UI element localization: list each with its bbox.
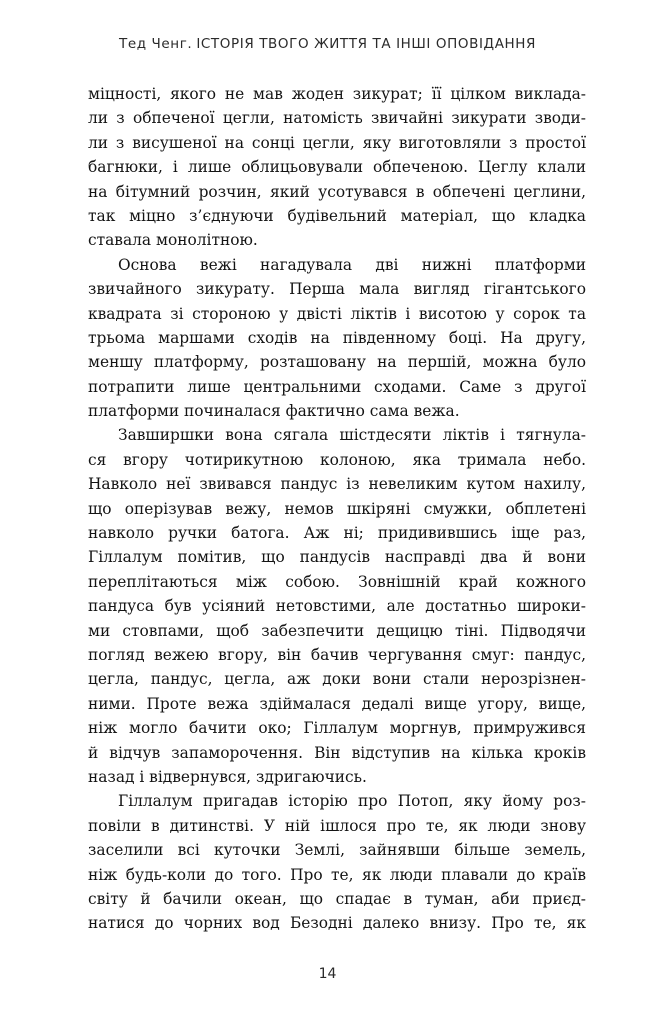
text-line: Гіллалум помітив, що пандусів насправді два й вони — [88, 548, 586, 567]
text-line: багнюки, і лише облицьовували обпеченою. Цеглу клали — [88, 158, 586, 177]
header-book-title: ІСТОРІЯ ТВОГО ЖИТТЯ ТА ІНШІ ОПОВІДАННЯ — [196, 36, 537, 52]
text-line: платформи починалася фактично сама вежа. — [88, 402, 460, 421]
page-number: 14 — [318, 966, 337, 982]
text-line: ми стовпами, щоб забезпечити дещицю тіні. Підводячи — [88, 621, 586, 640]
text-line: цегла, пандус, цегла, аж доки вони стали нерозрізнен- — [88, 670, 586, 689]
paragraph — [88, 253, 586, 424]
text-line: Навколо неї звивався пандус із невеликим кутом нахилу, — [88, 475, 586, 494]
text-line: трьома маршами сходів на південному боці. На другу, — [88, 328, 586, 347]
text-line: ли з обпеченої цегли, натомість звичайні зикурати зводи- — [88, 109, 586, 128]
text-line: міцності, якого не мав жоден зикурат; її цілком виклада- — [88, 85, 586, 103]
text-line: навколо ручки батога. Аж ні; придивившись іще раз, — [88, 524, 586, 543]
text-line: світу й бачили океан, що спадає в туман, аби приєд- — [88, 889, 586, 908]
text-line: ставала монолітною. — [88, 231, 258, 250]
text-line: Завширшки вона сягала шістдесяти ліктів і тягнула- — [118, 426, 586, 445]
paragraph — [88, 423, 586, 789]
text-line: квадрата зі стороною у двісті ліктів і висотою у сорок та — [88, 304, 586, 323]
text-line: звичайного зикурату. Перша мала вигляд гігантського — [88, 280, 586, 299]
text-line: ли з висушеної на сонці цегли, яку виготовляли з простої — [88, 133, 586, 152]
header-author: Тед Ченг. — [118, 36, 193, 52]
text-line: ся вгору чотирикутною колоною, яка тримала небо. — [88, 450, 586, 469]
paragraph — [88, 789, 586, 935]
text-line: Гіллалум пригадав історію про Потоп, яку йому роз- — [118, 792, 586, 811]
text-line: переплітаються між собою. Зовнішній край кожного — [88, 572, 586, 591]
paragraph — [88, 82, 586, 253]
text-line: ніж будь-коли до того. Про те, як люди плавали до країв — [88, 865, 586, 884]
text-line: потрапити лише центральними сходами. Саме з другої — [88, 377, 586, 396]
text-line: на бітумний розчин, який усотувався в обпечені цеглини, — [88, 182, 586, 201]
running-header — [0, 36, 655, 52]
text-line: ними. Проте вежа здіймалася дедалі вище угору, вище, — [88, 694, 586, 713]
text-line: що оперізував вежу, немов шкіряні смужки, обплетені — [88, 499, 586, 518]
text-line: повіли в дитинстві. У ній ішлося про те, як люди знову — [88, 816, 586, 835]
text-line: ніж могло бачити око; Гіллалум моргнув, примружився — [88, 719, 586, 738]
text-line: меншу платформу, розташовану на першій, можна було — [88, 353, 586, 372]
text-line: й відчув запаморочення. Він відступив на кілька кроків — [88, 743, 586, 762]
text-line: пандуса був усіяний нетовстими, але достатньо широки- — [88, 597, 586, 616]
text-line: назад і відвернувся, здригаючись. — [88, 767, 367, 786]
text-line: натися до чорних вод Безодні далеко внизу. Про те, як — [88, 914, 586, 933]
text-line: погляд вежею вгору, він бачив чергування смуг: пандус, — [88, 645, 586, 664]
text-line: заселили всі куточки Землі, зайнявши більше земель, — [88, 841, 586, 860]
body-text — [88, 82, 586, 936]
text-line: Основа вежі нагадувала дві нижні платформи — [118, 255, 586, 274]
text-line: так міцно з’єднуючи будівельний матеріал, що кладка — [88, 206, 586, 225]
